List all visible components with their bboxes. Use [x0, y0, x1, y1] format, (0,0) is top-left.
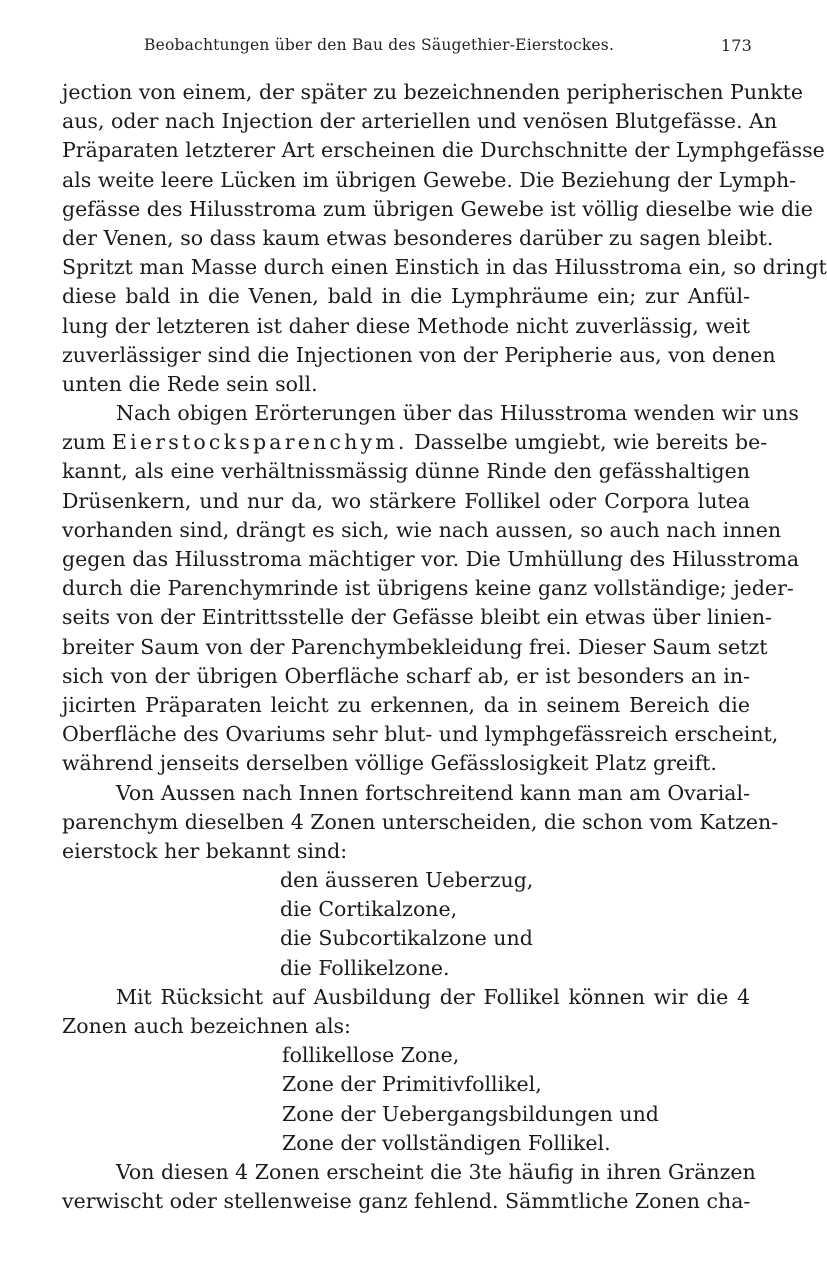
text-line: parenchym dieselben 4 Zonen unterscheiden, die schon vom Katzen- [62, 809, 779, 834]
text-line: der Venen, so dass kaum etwas besonderes darüber zu sagen bleibt. [62, 225, 774, 250]
text-line: Spritzt man Masse durch einen Einstich in das Hilusstroma ein, so dringt [62, 255, 827, 280]
text-line-spaced [62, 428, 768, 457]
list-item: den äusseren Ueberzug, [280, 868, 534, 893]
spaced-term: Eierstocksparenchym. [111, 430, 408, 455]
running-title: Beobachtungen über den Bau des Säugethier-Eierstockes. [144, 36, 615, 54]
text-line: Nach obigen Erörterungen über das Hilusstroma wenden wir uns [116, 401, 799, 426]
list-item: follikellose Zone, [282, 1043, 460, 1068]
page-number: 173 [720, 36, 752, 55]
text-line: Oberfläche des Ovariums sehr blut- und lymphgefässreich erscheint, [62, 722, 779, 747]
text-line: Drüsenkern, und nur da, wo stärkere Follikel oder Corpora lutea [62, 488, 750, 513]
text-line: jection von einem, der später zu bezeichnenden peripherischen Punkte [62, 80, 804, 104]
text-line: unten die Rede sein soll. [62, 371, 318, 396]
text-line: vorhanden sind, drängt es sich, wie nach aussen, so auch nach innen [62, 517, 782, 542]
text-line: lung der letzteren ist daher diese Methode nicht zuverlässig, weit [62, 313, 750, 338]
text-line: gefässe des Hilusstroma zum übrigen Gewebe ist völlig dieselbe wie die [62, 196, 813, 221]
text-fragment: Dasselbe umgiebt, wie bereits be- [407, 430, 768, 455]
list-item: Zone der Uebergangsbildungen und [282, 1101, 659, 1126]
running-header [62, 32, 752, 62]
text-fragment: zum [62, 430, 112, 455]
text-line: durch die Parenchymrinde ist übrigens keine ganz vollständige; jeder- [62, 576, 794, 601]
text-line: Von Aussen nach Innen fortschreitend kann man am Ovarial- [116, 780, 750, 805]
list-item: die Subcortikalzone und [280, 926, 533, 951]
list-item: Zone der Primitivfollikel, [282, 1072, 542, 1097]
body-text [62, 78, 827, 1216]
text-line: Zonen auch bezeichnen als: [62, 1014, 351, 1038]
text-line: diese bald in die Venen, bald in die Lymphräume ein; zur Anfül- [62, 284, 750, 309]
text-line: zuverlässiger sind die Injectionen von der Peripherie aus, von denen [62, 342, 776, 367]
text-line: während jenseits derselben völlige Gefässlosigkeit Platz greift. [62, 751, 717, 776]
text-line: verwischt oder stellenweise ganz fehlend. Sämmtliche Zonen cha- [62, 1189, 751, 1214]
text-line: sich von der übrigen Oberfläche scharf ab, er ist besonders an in- [62, 663, 750, 688]
text-line: Von diesen 4 Zonen erscheint die 3te häufig in ihren Gränzen [116, 1159, 756, 1184]
text-line: als weite leere Lücken im übrigen Gewebe. Die Beziehung der Lymph- [62, 167, 797, 192]
text-line: aus, oder nach Injection der arteriellen und venösen Blutgefässe. An [62, 109, 778, 134]
text-line: eierstock her bekannt sind: [62, 838, 348, 863]
text-line: breiter Saum von der Parenchymbekleidung frei. Dieser Saum setzt [62, 634, 768, 659]
text-line: seits von der Eintrittsstelle der Gefässe bleibt ein etwas über linien- [62, 605, 772, 630]
text-line: kannt, als eine verhältnissmässig dünne Rinde den gefässhaltigen [62, 459, 750, 484]
list-item: die Cortikalzone, [280, 897, 458, 922]
text-line: gegen das Hilusstroma mächtiger vor. Die Umhüllung des Hilusstroma [62, 547, 800, 571]
text-line: Präparaten letzterer Art erscheinen die Durchschnitte der Lymphgefässe [62, 138, 825, 163]
text-line: jicirten Präparaten leicht zu erkennen, da in seinem Bereich die [62, 692, 750, 717]
text-line: Mit Rücksicht auf Ausbildung der Follikel können wir die 4 [116, 984, 750, 1009]
list-item: die Follikelzone. [280, 955, 450, 980]
list-item: Zone der vollständigen Follikel. [282, 1130, 611, 1155]
